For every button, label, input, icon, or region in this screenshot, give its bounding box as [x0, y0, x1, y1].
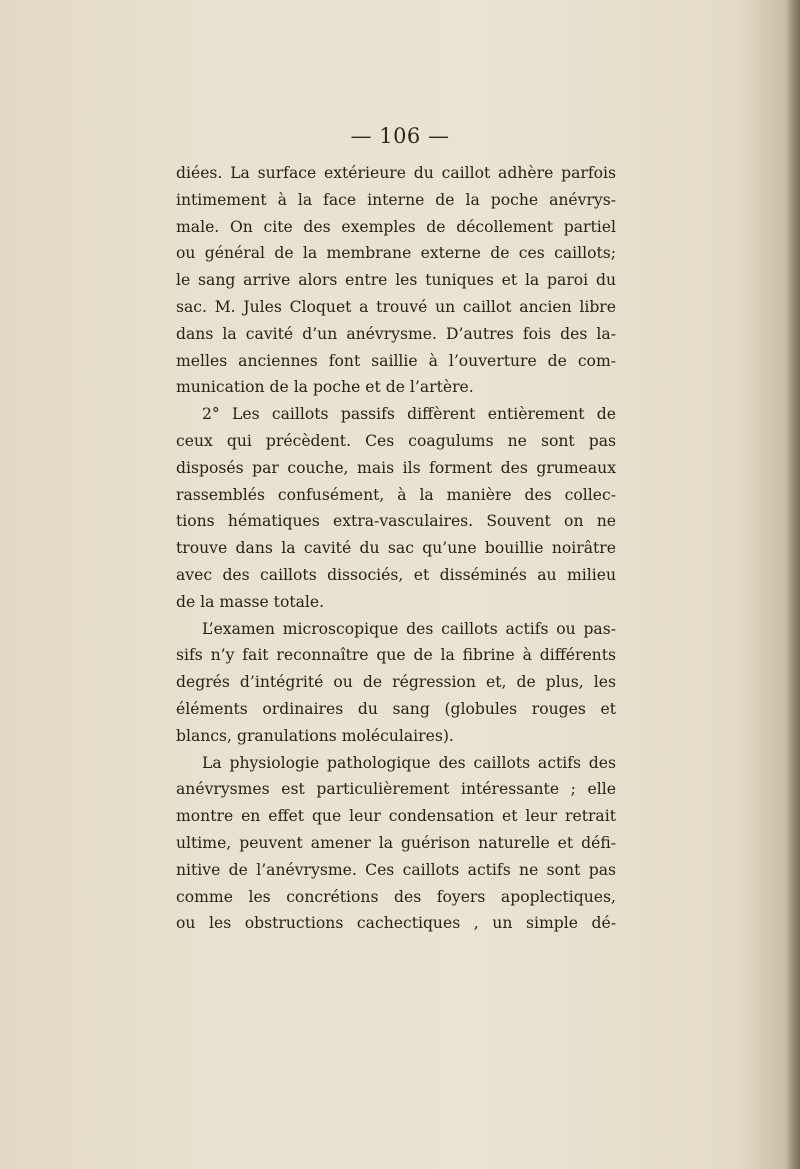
text-line: L’examen microscopique des caillots actifs ou pas-	[202, 619, 616, 638]
text-line: éléments ordinaires du sang (globules rouges et	[176, 699, 616, 718]
text-line: disposés par couche, mais ils forment des grumeaux	[176, 458, 616, 477]
text-line: tions hématiques extra-vasculaires. Souvent on ne	[176, 512, 616, 531]
text-line: diées. La surface extérieure du caillot adhère parfois	[176, 164, 616, 182]
text-line: ou les obstructions cachectiques , un simple dé-	[176, 914, 616, 933]
text-line: blancs, granulations moléculaires).	[176, 726, 454, 745]
text-line: nitive de l’anévrysme. Ces caillots actifs ne sont pas	[176, 860, 616, 879]
text-line: avec des caillots dissociés, et disséminés au milieu	[176, 565, 616, 584]
text-line: trouve dans la cavité du sac qu’une bouillie noirâtre	[176, 539, 616, 558]
text-line: ou général de la membrane externe de ces caillots;	[176, 244, 616, 263]
text-line: intimement à la face interne de la poche anévrys-	[176, 190, 616, 209]
text-line: ceux qui précèdent. Ces coagulums ne sont pas	[176, 431, 616, 450]
body-text	[176, 160, 616, 937]
text-line: anévrysmes est particulièrement intéressante ; elle	[176, 780, 616, 799]
text-line: sifs n’y fait reconnaître que de la fibrine à différents	[176, 646, 616, 665]
text-line: 2° Les caillots passifs diffèrent entièrement de	[202, 405, 616, 424]
text-line: melles anciennes font saillie à l’ouverture de com-	[176, 351, 616, 370]
text-line: La physiologie pathologique des caillots actifs des	[202, 753, 616, 772]
text-line: le sang arrive alors entre les tuniques et la paroi du	[176, 271, 616, 290]
text-line: ultime, peuvent amener la guérison naturelle et défi-	[176, 833, 616, 852]
page-edge-shadow	[786, 0, 800, 1169]
text-line: sac. M. Jules Cloquet a trouvé un caillot ancien libre	[176, 297, 616, 316]
text-line: de la masse totale.	[176, 592, 325, 611]
text-line: rassemblés confusément, à la manière des collec-	[176, 485, 616, 504]
text-line: dans la cavité d’un anévrysme. D’autres fois des la-	[176, 324, 616, 343]
text-line: montre en effet que leur condensation et leur retrait	[176, 807, 616, 826]
page-number: — 106 —	[350, 124, 450, 148]
text-line: degrés d’intégrité ou de régression et, de plus, les	[176, 673, 616, 692]
text-line: comme les concrétions des foyers apoplectiques,	[176, 887, 616, 906]
text-line: male. On cite des exemples de décollement partiel	[176, 217, 616, 236]
text-line: munication de la poche et de l’artère.	[176, 378, 474, 397]
